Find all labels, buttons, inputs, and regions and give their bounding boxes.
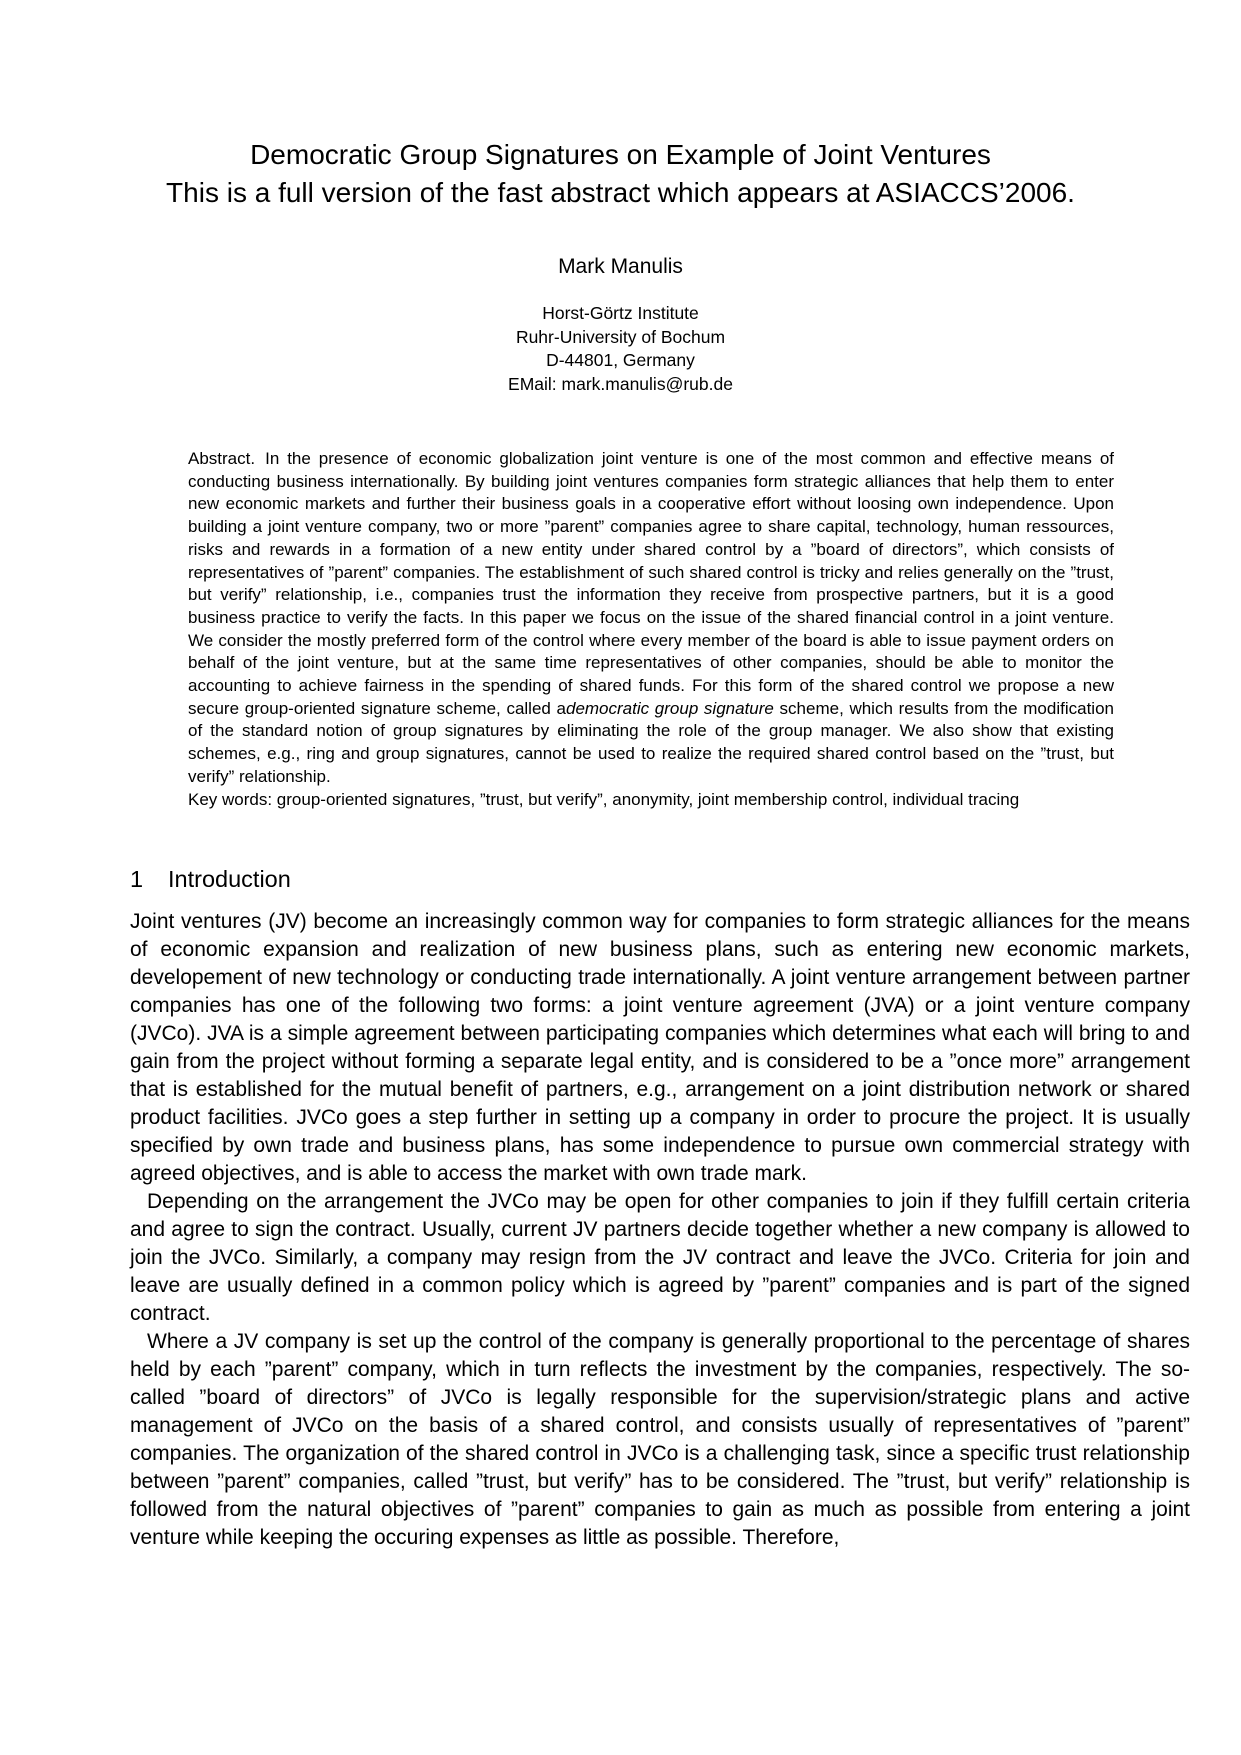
paper-title xyxy=(0,136,1241,212)
paragraph: Joint ventures (JV) become an increasingly common way for companies to form strategic alliances for the means of economic expansion and realization of new business plans, such as entering new economic markets, developement of new technology or conducting trade internationally. A joint venture arrangement between partner companies has one of the following two forms: a joint venture agreement (JVA) or a joint venture company (JVCo). JVA is a simple agreement between participating companies which determines what each will bring to and gain from the project without forming a separate legal entity, and is considered to be a ”once more” arrangement that is established for the mutual benefit of partners, e.g., arrangement on a joint distribution network or shared product facilities. JVCo goes a step further in setting up a company in order to procure the project. It is usually specified by own trade and business plans, has some independence to pursue own commercial strategy with agreed objectives, and is able to access the market with own trade mark. xyxy=(130,910,1190,1185)
abstract-body-start: In the presence of economic globalization joint venture is one of the most common and effective means of conducting business internationally. By building joint ventures companies form strategic alliances that help them to enter new economic markets and further their business goals in a cooperative effort without loosing own independence. Upon building a joint venture company, two or more ”parent” companies agree to share capital, technology, human ressources, risks and rewards in a formation of a new entity under shared control by a ”board of directors”, which consists of representatives of ”parent” companies. The establishment of such shared control is tricky and relies generally on the ”trust, but verify” relationship, i.e., companies trust the information they receive from prospective partners, but it is a good business practice to verify the facts. In this paper we focus on the issue of the shared financial control in a joint venture. We consider the mostly preferred form of the control where every member of the board is able to issue payment orders on behalf of the joint venture, but at the same time representatives of other companies, should be able to monitor the accounting to achieve fairness in the spending of shared funds. For this form of the shared control we propose a new secure group-oriented signature scheme, called a xyxy=(188,449,1114,718)
abstract xyxy=(188,448,1114,811)
section-title: Introduction xyxy=(168,866,291,892)
abstract-text xyxy=(188,448,1114,789)
affiliation-institute: Horst-Görtz Institute xyxy=(542,303,699,323)
section-heading xyxy=(130,866,291,893)
title-line-2: This is a full version of the fast abstract which appears at ASIACCS’2006. xyxy=(166,177,1075,208)
affiliation-address: D-44801, Germany xyxy=(546,350,695,370)
title-line-1: Democratic Group Signatures on Example of Joint Ventures xyxy=(250,139,991,170)
affiliation xyxy=(0,302,1241,396)
paragraph: Depending on the arrangement the JVCo may be open for other companies to join if they fulfill certain criteria and agree to sign the contract. Usually, current JV partners decide together whether a new company is allowed to join the JVCo. Similarly, a company may resign from the JV contract and leave the JVCo. Criteria for join and leave are usually defined in a common policy which is agreed by ”parent” companies and is part of the signed contract. xyxy=(130,1190,1190,1325)
affiliation-email: EMail: mark.manulis@rub.de xyxy=(508,373,733,394)
section-number: 1 xyxy=(130,866,144,892)
body-text xyxy=(130,908,1190,1552)
abstract-emphasis: democratic group signature xyxy=(565,698,774,718)
affiliation-university: Ruhr-University of Bochum xyxy=(515,326,726,347)
abstract-body-end: scheme, which results from the modification of the standard notion of group signatures by eliminating the role of the group manager. We also show that existing schemes, e.g., ring and group signatures, cannot be used to realize the required shared control based on the ”trust, but verify” relationship. xyxy=(188,698,1114,786)
abstract-label: Abstract. xyxy=(188,449,256,468)
keywords: Key words: group-oriented signatures, ”trust, but verify”, anonymity, joint membership control, individual tracing xyxy=(188,789,1020,809)
author-name: Mark Manulis xyxy=(558,255,683,278)
paragraph: Where a JV company is set up the control of the company is generally proportional to the percentage of shares held by each ”parent” company, which in turn reflects the investment by the companies, respectively. The so-called ”board of directors” of JVCo is legally responsible for the supervision/strategic plans and active management of JVCo on the basis of a shared control, and consists usually of representatives of ”parent” companies. The organization of the shared control in JVCo is a challenging task, since a specific trust relationship between ”parent” companies, called ”trust, but verify” has to be considered. The ”trust, but verify” relationship is followed from the natural objectives of ”parent” companies to gain as much as possible from entering a joint venture while keeping the occuring expenses as little as possible. Therefore, xyxy=(130,1330,1190,1549)
